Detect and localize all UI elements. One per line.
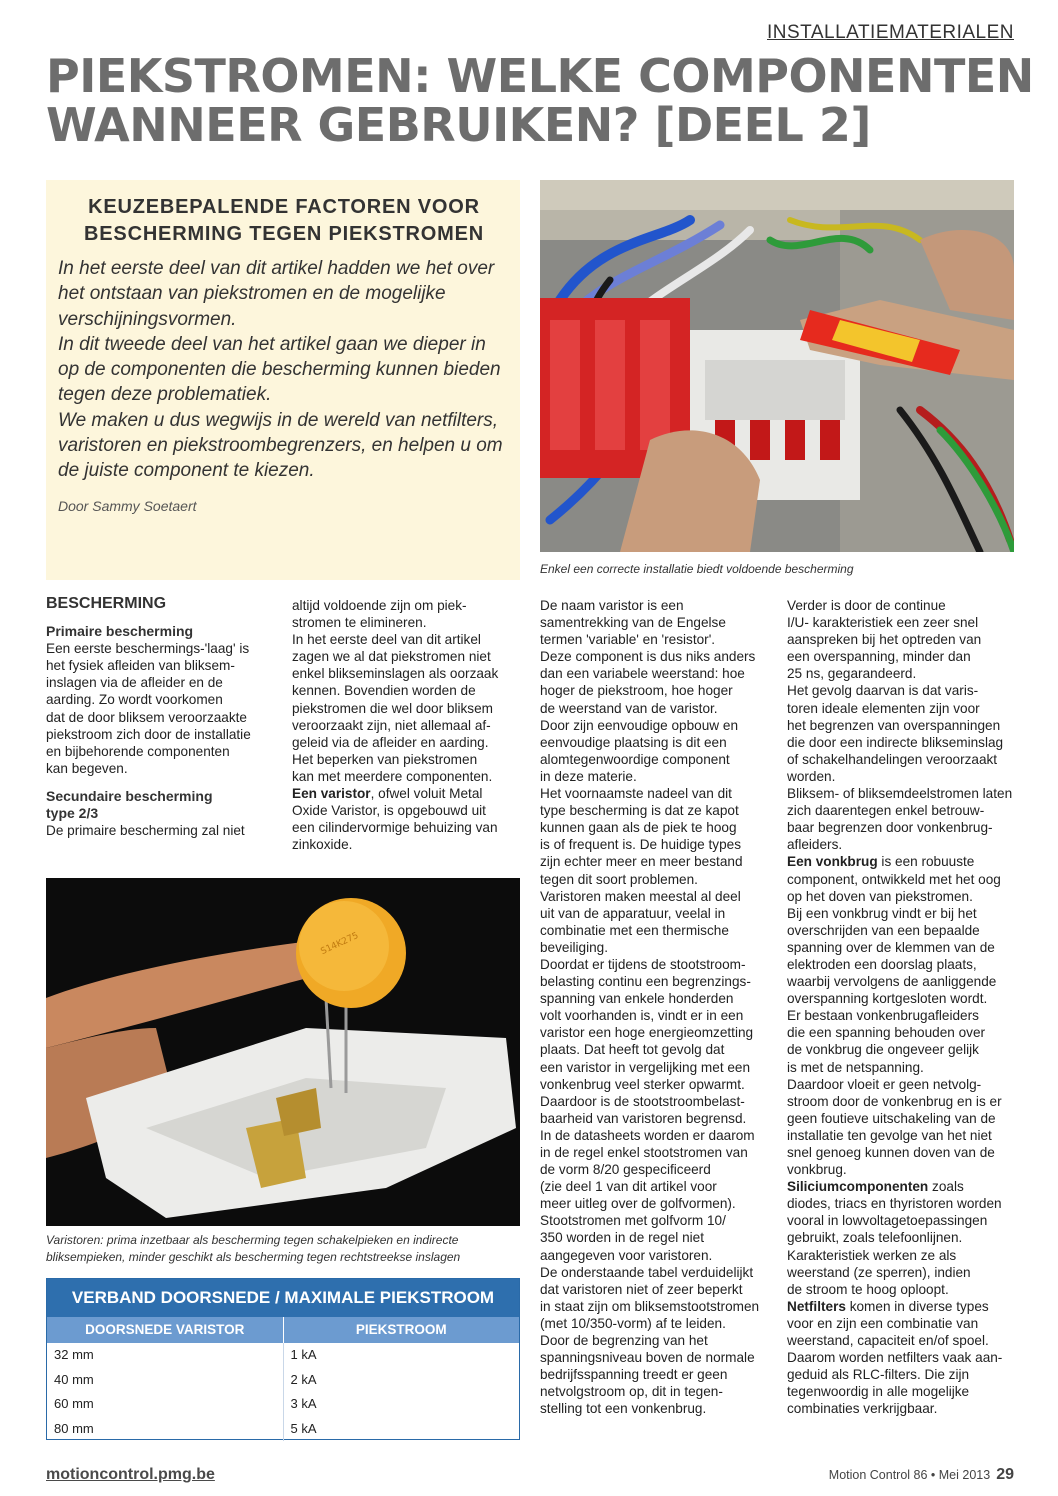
intro-line: de juiste component te kiezen. xyxy=(58,460,315,482)
text-line: waarbij vervolgens de aanliggende xyxy=(787,974,997,990)
table-cell-piekstroom: 5 kA xyxy=(290,1420,317,1436)
text-line: in deze materie. xyxy=(540,768,637,784)
text-line: kunnen gaan als de piek te hoog xyxy=(540,820,737,836)
text-line: piekstromen die wel door bliksem xyxy=(292,700,493,716)
text-line: overschrijden van een bepaalde xyxy=(787,922,980,938)
text-line: spanningsniveau boven de normale xyxy=(540,1350,755,1366)
text-line: uit van de apparatuur, veelal in xyxy=(540,905,726,921)
col4-text-a xyxy=(787,597,1015,853)
column-2 xyxy=(292,597,514,853)
col2-text-b xyxy=(292,802,514,853)
col1-paragraph-1 xyxy=(46,640,268,777)
text-line: volt voorhanden is, vindt er in een xyxy=(540,1008,744,1024)
footer-issue xyxy=(829,1466,1014,1484)
text-line: Er bestaan vonkenbrugafleiders xyxy=(787,1008,979,1024)
text-line: beveiliging. xyxy=(540,939,609,955)
term-silicium: Siliciumcomponenten xyxy=(787,1179,929,1195)
photo1-caption: Enkel een correcte installatie biedt voldoende bescherming xyxy=(540,562,854,576)
col4-netfilters-line xyxy=(787,1298,1015,1315)
article-headline xyxy=(46,49,1034,152)
text-line: De primaire bescherming zal niet xyxy=(46,823,245,839)
text-line: tegenwoordig in alle mogelijke xyxy=(787,1384,970,1400)
text-line: 25 ns, gegarandeerd. xyxy=(787,666,917,682)
text-line: dat varistoren niet of zeer beperkt xyxy=(540,1281,743,1297)
text-line: de vonkbrug die ongeveer gelijk xyxy=(787,1042,979,1058)
text-line: de stroom te hoog oploopt. xyxy=(787,1281,949,1297)
column-4 xyxy=(787,597,1015,1418)
text-line: installatie ten gevolge van het niet xyxy=(787,1127,992,1143)
text-line: vonkenbrug veel sterker opwarmt. xyxy=(540,1076,745,1092)
table-cell-piekstroom: 1 kA xyxy=(290,1347,317,1362)
text-line: Door de begrenzing van het xyxy=(540,1333,708,1349)
text-line: Het gevolg daarvan is dat varis- xyxy=(787,683,979,699)
table-body xyxy=(47,1343,519,1441)
text-line: zijn echter meer en meer bestand xyxy=(540,854,743,870)
text-line: termen 'variable' en 'resistor'. xyxy=(540,632,716,648)
table-row xyxy=(47,1417,519,1442)
col4-netfilters-rest: komen in diverse types xyxy=(845,1298,989,1314)
text-line: In de datasheets worden er daarom xyxy=(540,1127,755,1143)
text-line: gebruikt, zoals telefoonlijnen. xyxy=(787,1230,963,1246)
text-line: geleid via de afleider en aarding. xyxy=(292,734,489,750)
text-line: dat de door bliksem veroorzaakte xyxy=(46,709,247,725)
intro-line: In dit tweede deel van het artikel gaan we dieper in xyxy=(58,333,486,355)
text-line: de vorm 8/20 gespecificeerd xyxy=(540,1162,711,1178)
text-line: kennen. Bovendien worden de xyxy=(292,683,476,699)
text-line: I/U- karakteristiek een zeer snel xyxy=(787,615,979,631)
col4-vonkbrug-rest: is een robuuste xyxy=(877,854,975,870)
subheading-secundaire-line-1: Secundaire bescherming xyxy=(46,787,213,804)
text-line: bedrijfsspanning treedt er geen xyxy=(540,1367,728,1383)
intro-line: het ontstaan van piekstromen en de mogelijke xyxy=(58,283,446,305)
text-line: Het beperken van piekstromen xyxy=(292,751,478,767)
piekstroom-table xyxy=(46,1278,520,1440)
photo2-caption-line-2: bliksempieken, minder geschikt als bescherming tegen rechtstreekse inslagen xyxy=(46,1250,461,1264)
table-cell-doorsnede: 80 mm xyxy=(47,1417,284,1442)
table-row xyxy=(47,1392,519,1417)
col4-vonkbrug-line xyxy=(787,853,1015,870)
page-number: 29 xyxy=(996,1466,1014,1483)
text-line: piekstroom zich door de installatie xyxy=(46,726,251,742)
text-line: weerstand, capaciteit en/of spoel. xyxy=(787,1333,989,1349)
text-line: in staat zijn om bliksemstootstromen xyxy=(540,1298,760,1314)
text-line: (met 10/350-vorm) af te leiden. xyxy=(540,1315,726,1331)
text-line: geen foutieve uitschakeling van de xyxy=(787,1110,996,1126)
text-line: eenvoudige plaatsing is dit een xyxy=(540,734,727,750)
text-line: in de regel enkel stootstromen van xyxy=(540,1145,748,1160)
subheading-secundaire-line-2: type 2/3 xyxy=(46,805,99,822)
text-line: diodes, triacs en thyristoren worden xyxy=(787,1196,1002,1212)
intro-title-line-2: BESCHERMING TEGEN PIEKSTROMEN xyxy=(84,223,484,245)
table-title: VERBAND DOORSNEDE / MAXIMALE PIEKSTROOM xyxy=(47,1279,519,1317)
text-line: samentrekking van de Engelse xyxy=(540,615,726,631)
section-tag: INSTALLATIEMATERIALEN xyxy=(767,22,1014,43)
table-header-row xyxy=(47,1317,519,1343)
text-line: weerstand (ze sperren), indien xyxy=(787,1264,971,1280)
text-line: stromen te elimineren. xyxy=(292,615,427,631)
text-line: Deze component is dus niks anders xyxy=(540,649,756,665)
table-cell-doorsnede: 60 mm xyxy=(47,1392,284,1417)
text-line: Door zijn eenvoudige opbouw en xyxy=(540,717,739,733)
text-line: inslagen via de afleider en de xyxy=(46,675,223,691)
text-line: Bij een vonkbrug vindt er bij het xyxy=(787,905,977,921)
col2-varistor-line xyxy=(292,785,514,802)
text-line: combinatie met een thermische xyxy=(540,922,729,938)
text-line: die door een indirecte blikseminslag xyxy=(787,734,1004,750)
text-line: Een eerste beschermings-'laag' is xyxy=(46,641,250,657)
term-netfilters: Netfilters xyxy=(787,1298,846,1314)
footer-issue-text: Motion Control 86 • Mei 2013 xyxy=(828,1468,991,1482)
text-line: zagen we al dat piekstromen niet xyxy=(292,649,491,665)
table-row xyxy=(47,1343,519,1368)
subheading-secundaire xyxy=(46,788,268,822)
text-line: De onderstaande tabel verduidelijkt xyxy=(540,1264,754,1280)
text-line: stroom door de vonkenbrug en is er xyxy=(787,1093,1002,1109)
text-line: worden. xyxy=(787,768,836,784)
col1-paragraph-2 xyxy=(46,822,268,839)
text-line: combinaties verkrijgbaar. xyxy=(787,1401,938,1417)
text-line: zich daarentegen enkel betrouw- xyxy=(787,803,985,819)
text-line: Oxide Varistor, is opgebouwd uit xyxy=(292,803,486,819)
text-line: varistor een hoge energieomzetting xyxy=(540,1025,754,1041)
intro-text xyxy=(58,256,510,484)
intro-box xyxy=(46,180,520,580)
text-line: baarheid van varistoren begrensd. xyxy=(540,1110,747,1126)
text-line: een cilindervormige behuizing van xyxy=(292,820,498,836)
photo2-caption xyxy=(46,1232,520,1266)
table-header-piekstroom: PIEKSTROOM xyxy=(355,1322,447,1337)
headline-line-2: WANNEER GEBRUIKEN? [DEEL 2] xyxy=(46,98,871,152)
text-line: spanning van enkele honderden xyxy=(540,991,734,1007)
table-cell-piekstroom: 3 kA xyxy=(290,1396,317,1411)
text-line: op het doven van piekstromen. xyxy=(787,888,973,904)
table-row xyxy=(47,1368,519,1393)
table-cell-doorsnede: 32 mm xyxy=(47,1343,284,1368)
term-vonkbrug: Een vonkbrug xyxy=(787,854,878,870)
text-line: belasting continu een begrenzings- xyxy=(540,974,751,990)
svg-text:S14K275: S14K275 xyxy=(319,930,361,958)
installation-photo xyxy=(540,180,1014,552)
text-line: aangegeven voor varistoren. xyxy=(540,1247,713,1263)
text-line: alomtegenwoordige component xyxy=(540,751,730,767)
table-cell-doorsnede: 40 mm xyxy=(47,1368,284,1393)
col3-text xyxy=(540,597,766,1418)
headline-line-1: PIEKSTROMEN: WELKE COMPONENTEN xyxy=(46,49,1034,103)
text-line: Bliksem- of bliksemdeelstromen laten xyxy=(787,786,1013,802)
varistor-photo xyxy=(46,878,520,1226)
text-line: een overspanning, minder dan xyxy=(787,649,971,665)
text-line: is of frequent is. De huidige types xyxy=(540,837,741,853)
col4-silicium-rest: zoals xyxy=(928,1179,964,1195)
text-line: aarding. Zo wordt voorkomen xyxy=(46,692,223,708)
text-line: overspanning kortgesloten wordt. xyxy=(787,991,988,1007)
text-line: en bijbehorende componenten xyxy=(46,743,230,759)
col4-text-c xyxy=(787,1195,1015,1298)
text-line: baar begrenzen door vonkenbrug- xyxy=(787,820,993,836)
text-line: het begrenzen van overspanningen xyxy=(787,717,1001,733)
text-line: veroorzaakt zijn, niet allemaal af- xyxy=(292,717,491,733)
section-heading: BESCHERMING xyxy=(46,595,167,612)
subheading-primaire: Primaire bescherming xyxy=(46,623,194,640)
text-line: voor en zijn een combinatie van xyxy=(787,1315,979,1331)
intro-line: tegen deze problematiek. xyxy=(58,384,272,406)
intro-line: In het eerste deel van dit artikel hadden we het over xyxy=(58,258,495,279)
text-line: De naam varistor is een xyxy=(540,598,684,613)
intro-line: verschijningsvormen. xyxy=(58,308,237,330)
text-line: of schakelhandelingen veroorzaakt xyxy=(787,751,998,767)
text-line: zinkoxide. xyxy=(292,837,353,853)
text-line: component, ontwikkeld met het oog xyxy=(787,871,1001,887)
text-line: is met de netspanning. xyxy=(787,1059,924,1075)
intro-line: varistoren en piekstroombegrenzers, en helpen u om xyxy=(58,435,503,457)
intro-title-line-1: KEUZEBEPALENDE FACTOREN VOOR xyxy=(88,196,480,218)
text-line: vooral in lowvoltagetoepassingen xyxy=(787,1213,988,1229)
text-line: In het eerste deel van dit artikel xyxy=(292,632,481,648)
text-line: plaats. Dat heeft tot gevolg dat xyxy=(540,1042,725,1058)
term-varistor: Een varistor xyxy=(292,786,371,802)
text-line: Verder is door de continue xyxy=(787,598,946,613)
intro-title xyxy=(58,194,510,248)
table-cell-piekstroom: 2 kA xyxy=(290,1371,317,1387)
text-line: een varistor in vergelijking met een xyxy=(540,1059,751,1075)
text-line: type bescherming is dat ze kapot xyxy=(540,803,739,819)
text-line: Varistoren maken meestal al deel xyxy=(540,888,741,904)
text-line: hoger de piekstroom, hoe hoger xyxy=(540,683,733,699)
text-line: Daardoor vloeit er geen netvolg- xyxy=(787,1076,982,1092)
column-3 xyxy=(540,597,766,1418)
col2-varistor-rest: , ofwel voluit Metal xyxy=(370,786,483,802)
text-line: enkel blikseminslagen als oorzaak xyxy=(292,666,499,682)
text-line: kan met meerdere componenten. xyxy=(292,768,493,784)
col4-text-d xyxy=(787,1315,1015,1418)
text-line: stelling tot een vonkenbrug. xyxy=(540,1401,707,1417)
text-line: (zie deel 1 van dit artikel voor xyxy=(540,1179,717,1195)
intro-line: op de componenten die bescherming kunnen bieden xyxy=(58,359,501,381)
col2-text-a xyxy=(292,597,514,785)
text-line: Karakteristiek werken ze als xyxy=(787,1247,957,1263)
footer-url-link[interactable]: motioncontrol.pmg.be xyxy=(46,1466,215,1483)
photo2-caption-line-1: Varistoren: prima inzetbaar als bescherming tegen schakelpieken en indirecte xyxy=(46,1233,459,1247)
col4-text-b xyxy=(787,871,1015,1179)
byline: Door Sammy Soetaert xyxy=(58,497,197,514)
text-line: kan begeven. xyxy=(46,760,128,776)
text-line: altijd voldoende zijn om piek- xyxy=(292,598,467,613)
text-line: de weerstand van de varistor. xyxy=(540,700,718,716)
text-line: die een spanning behouden over xyxy=(787,1025,986,1041)
text-line: 350 worden in de regel niet xyxy=(540,1230,704,1246)
table-header-doorsnede: DOORSNEDE VARISTOR xyxy=(47,1317,284,1343)
text-line: elektroden een doorslag plaats, xyxy=(787,956,977,972)
text-line: spanning over de klemmen van de xyxy=(787,939,995,955)
text-line: het fysiek afleiden van bliksem- xyxy=(46,658,235,674)
text-line: vonkbrug. xyxy=(787,1162,847,1178)
text-line: tegen dit soort problemen. xyxy=(540,871,698,887)
text-line: Daardoor is de stootstroombelast- xyxy=(540,1093,745,1109)
text-line: aanspreken bij het optreden van xyxy=(787,632,982,648)
text-line: Stootstromen met golfvorm 10/ xyxy=(540,1213,726,1229)
text-line: Het voornaamste nadeel van dit xyxy=(540,786,732,802)
text-line: toren ideale elementen zijn voor xyxy=(787,700,980,716)
column-1 xyxy=(46,595,268,839)
text-line: meer uitleg over de golfvormen). xyxy=(540,1196,736,1212)
text-line: netvolgstroom op, dit in tegen- xyxy=(540,1384,723,1400)
text-line: afleiders. xyxy=(787,837,843,853)
text-line: geduid als RLC-filters. Die zijn xyxy=(787,1367,970,1383)
text-line: snel genoeg kunnen doven van de xyxy=(787,1145,995,1160)
intro-line: We maken u dus wegwijs in de wereld van netfilters, xyxy=(58,409,499,431)
text-line: Doordat er tijdens de stootstroom- xyxy=(540,956,746,972)
text-line: Daarom worden netfilters vaak aan- xyxy=(787,1350,1003,1366)
text-line: dan een variabele weerstand: hoe xyxy=(540,666,745,682)
col4-silicium-line xyxy=(787,1178,1015,1195)
